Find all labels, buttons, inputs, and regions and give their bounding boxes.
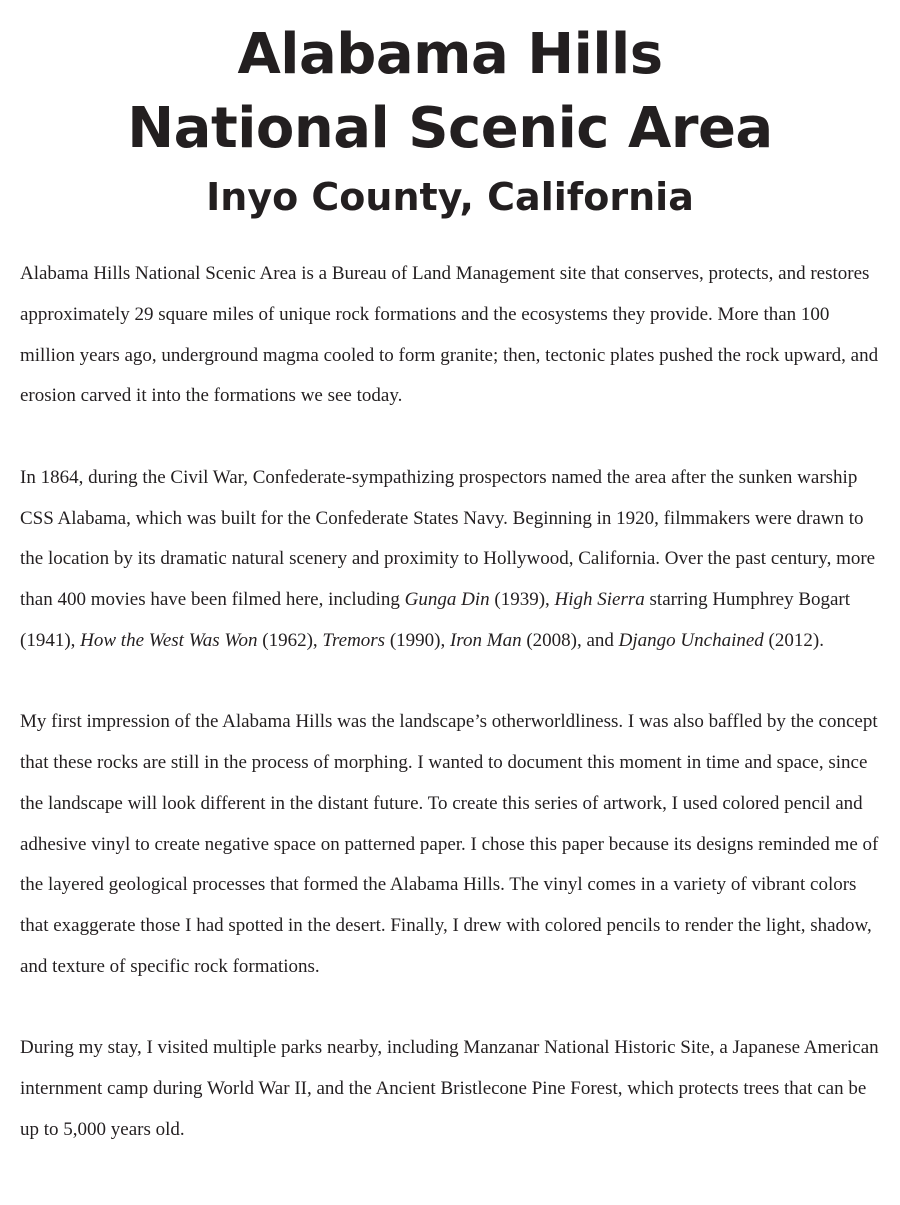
paragraph-geology: Alabama Hills National Scenic Area is a Bureau of Land Management site that conserves, protects, and restores approximately 29 square miles of unique rock formations and the ecosystems they provide. More than 100 million years ago, underground magma cooled to form granite; then, tectonic plates pushed the rock upward, and erosion carved it into the formations we see today. <box>20 263 879 407</box>
page-subtitle: Inyo County, California <box>206 175 694 219</box>
film-title-high-sierra: High Sierra <box>554 589 645 610</box>
paragraph-history <box>20 458 882 662</box>
history-text-1: In 1864, during the Civil War, Confederate-sympathizing prospectors named the area after the sunken warship CSS Alabama, which was built for the Confederate States Navy. Beginning in 1920, filmmakers were drawn to the location by its dramatic natural scenery and proximity to Hollywood, California. Over the past century, more than 400 movies have been filmed here, including <box>20 466 876 610</box>
history-text-7: (2012). <box>763 629 824 651</box>
body-text <box>20 254 882 1151</box>
history-text-3: starring Humphrey Bogart (1941), <box>20 589 851 651</box>
film-title-tremors: Tremors <box>322 629 386 651</box>
paragraph-nearby-parks: During my stay, I visited multiple parks nearby, including Manzanar National Historic Site, a Japanese American internment camp during World War II, and the Ancient Bristlecone Pine Forest, which protects trees that can be up to 5,000 years old. <box>20 1037 879 1140</box>
film-title-django-unchained: Django Unchained <box>618 629 764 651</box>
page-title-line-1: Alabama Hills <box>237 22 663 87</box>
history-text-6: (2008), and <box>521 629 619 651</box>
history-text-4: (1962), <box>257 629 323 651</box>
film-title-iron-man: Iron Man <box>449 629 522 651</box>
film-title-how-the-west-was-won: How the West Was Won <box>80 629 258 651</box>
history-text-5: (1990), <box>385 629 450 651</box>
history-text-2: (1939), <box>489 589 555 610</box>
page-title-line-2: National Scenic Area <box>127 96 773 161</box>
paragraph-artist-statement: My first impression of the Alabama Hills was the landscape’s otherworldliness. I was also baffled by the concept that these rocks are still in the process of morphing. I wanted to document this moment in time and space, since the landscape will look different in the distant future. To create this series of artwork, I used colored pencil and adhesive vinyl to create negative space on patterned paper. I chose this paper because its designs reminded me of the layered geological processes that formed the Alabama Hills. The vinyl comes in a variety of vibrant colors that exaggerate those I had spotted in the desert. Finally, I drew with colored pencils to render the light, shadow, and texture of specific rock formations. <box>20 711 879 977</box>
title-block <box>0 18 900 222</box>
film-title-gunga-din: Gunga Din <box>404 589 490 610</box>
